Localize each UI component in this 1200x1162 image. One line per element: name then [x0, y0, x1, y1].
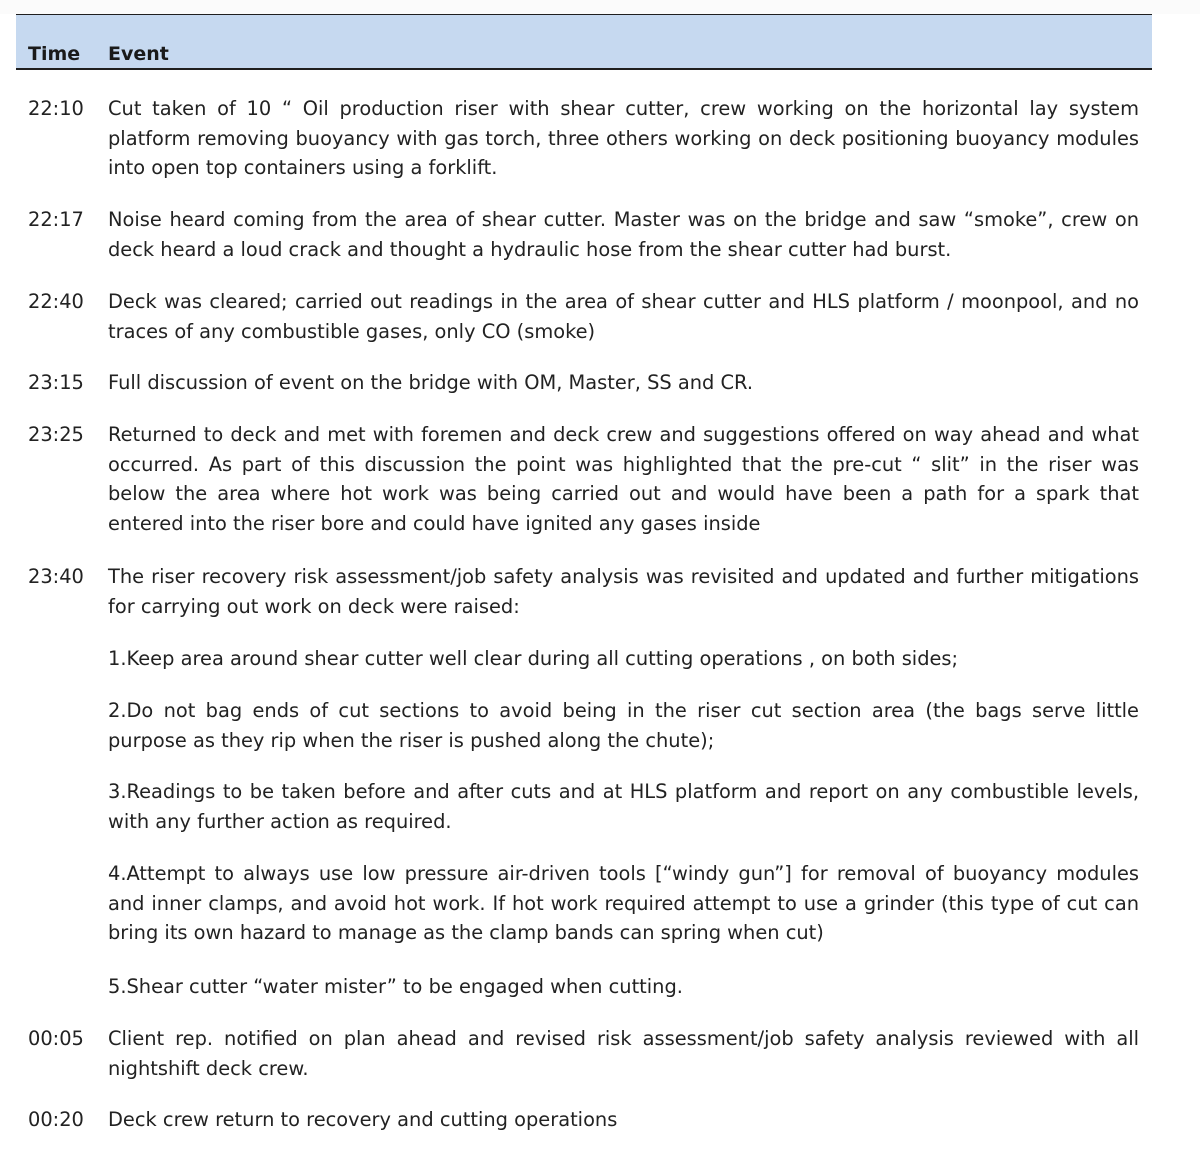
row-event: Deck crew return to recovery and cutting operations — [108, 1108, 618, 1131]
mitigation-item: 2.Do not bag ends of cut sections to avoid being in the riser cut section area (the bags serve little purpose as they rip when the riser is pushed along the chute); — [108, 699, 1139, 752]
header-time: Time — [28, 43, 81, 65]
event-log-table — [16, 14, 1152, 70]
row-time: 22:17 — [28, 208, 84, 231]
table-header — [16, 14, 1152, 70]
row-time: 00:20 — [28, 1108, 84, 1131]
mitigation-item: 5.Shear cutter “water mister” to be engaged when cutting. — [108, 975, 683, 998]
page-top-margin — [0, 0, 1200, 14]
row-event: Returned to deck and met with foremen and deck crew and suggestions offered on way ahead and what occurred. As part of this discussion the point was highlighted that the pre-cut “ slit” in the riser was below the area where hot work was being carried out and would have been a path for a spark that entered into the riser bore and could have ignited any gases inside — [108, 423, 1139, 535]
row-event: Deck was cleared; carried out readings in the area of shear cutter and HLS platform / moonpool, and no traces of any combustible gases, only CO (smoke) — [108, 290, 1139, 343]
row-time: 22:40 — [28, 290, 84, 313]
row-time: 00:05 — [28, 1027, 84, 1050]
header-event: Event — [108, 43, 169, 65]
row-event: Cut taken of 10 “ Oil production riser with shear cutter, crew working on the horizontal lay system platform removing buoyancy with gas torch, three others working on deck positioning buoyancy modules into open top containers using a forklift. — [108, 97, 1139, 179]
row-time: 23:25 — [28, 423, 84, 446]
row-event: Noise heard coming from the area of shear cutter. Master was on the bridge and saw “smoke”, crew on deck heard a loud crack and thought a hydraulic hose from the shear cutter had burst. — [108, 208, 1139, 261]
row-event: Full discussion of event on the bridge with OM, Master, SS and CR. — [108, 371, 753, 394]
mitigation-item: 1.Keep area around shear cutter well clear during all cutting operations , on both sides; — [108, 647, 959, 670]
row-event: The riser recovery risk assessment/job safety analysis was revisited and updated and further mitigations for carrying out work on deck were raised: — [108, 565, 1139, 618]
row-time: 23:40 — [28, 565, 84, 588]
mitigation-item: 3.Readings to be taken before and after cuts and at HLS platform and report on any combustible levels, with any further action as required. — [108, 780, 1139, 833]
row-time: 23:15 — [28, 371, 84, 394]
row-time: 22:10 — [28, 97, 84, 120]
mitigation-item: 4.Attempt to always use low pressure air-driven tools [“windy gun”] for removal of buoyancy modules and inner clamps, and avoid hot work. If hot work required attempt to use a grinder (this type of cut can bring its own hazard to manage as the clamp bands can spring when cut) — [108, 862, 1139, 944]
row-event: Client rep. notified on plan ahead and revised risk assessment/job safety analysis reviewed with all nightshift deck crew. — [108, 1027, 1139, 1080]
